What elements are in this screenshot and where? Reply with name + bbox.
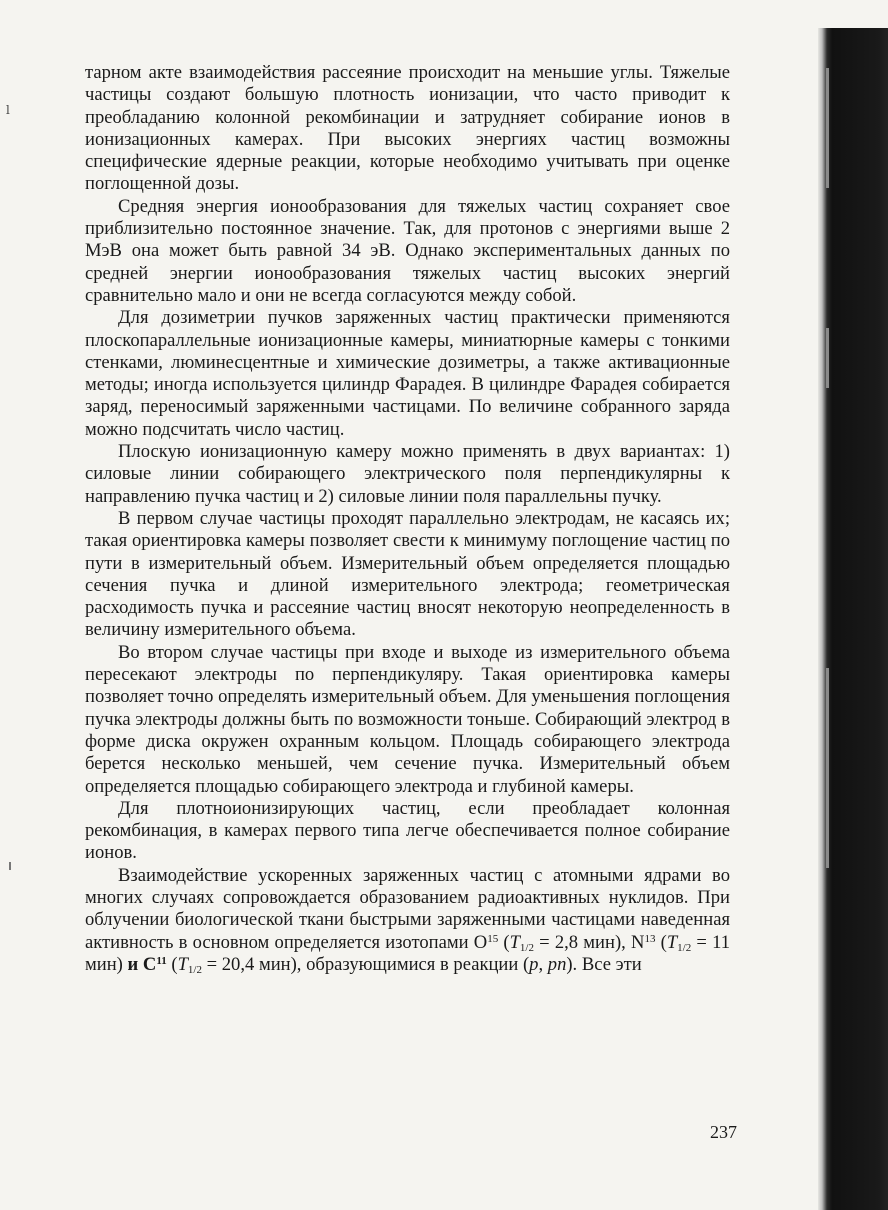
- isotope-n13: $N^{13}$: [631, 931, 656, 953]
- paragraph: Во втором случае частицы при входе и выходе из измерительного объема пересекают электроды по перпендикуляру. Такая ориентировка камеры позволяет точно определять измерительный объем. Для уменьшения поглощения пучка электроды должны быть по возможности тоньше. Собирающий электрод в форме диска окружен охранным кольцом. Площадь собирающего электрода берется несколько меньшей, чем сечение пучка. Измерительный объем определяется площадью собирающего электрода и глубиной камеры.: [85, 641, 731, 797]
- isotope-o15: $O^{15}$: [473, 931, 499, 953]
- page-number: 237: [710, 1122, 737, 1142]
- binding-streak: [826, 668, 829, 868]
- isotope-c11: и $C^{11}$: [127, 953, 167, 975]
- paragraph: Для плотноионизирующих частиц, если преобладает колонная рекомбинация, в камерах первого типа легче обеспечивается полное собирание ионов.: [85, 797, 730, 864]
- paragraph-isotopes: Взаимодействие ускоренных заряженных частиц с атомными ядрами во многих случаях сопровождается образованием радиоактивных нуклидов. При облучении биологической ткани быстрыми заряженными частицами наведенная активность в основном определяется изотопами $O^{15}$ ($T_{1/2} = 2,8$ мин), $N^{13}$ ($T_{1/2} = 11$ мин) и $C^{11}$ ($T_{1/2} = 20,4$ мин), образующимися в реакции (p, pn). Все эти: [85, 864, 731, 976]
- margin-tick: [9, 862, 11, 870]
- paragraph: В первом случае частицы проходят параллельно электродам, не касаясь их; такая ориентировка камеры позволяет свести к минимуму поглощение частиц по пути в измерительный объем. Измерительный объем определяется площадью сечения пучка и длиной измерительного электрода; геометрическая расходимость пучка и рассеяние частиц вносят некоторую неопределенность в величину измерительного объема.: [85, 507, 730, 641]
- isotopes-text-lead: Взаимодействие ускоренных заряженных частиц с атомными ядрами во многих случаях сопровождается образованием радиоактивных нуклидов. При облучении биологической ткани быстрыми заряженными частицами наведенная активность в основном определяется изотопами: [85, 864, 730, 953]
- paragraph: тарном акте взаимодействия рассеяние происходит на меньшие углы. Тяжелые частицы создают большую плотность ионизации, что часто приводит к преобладанию колонной рекомбинации и затрудняет собирание ионов в ионизационных камерах. При высоких энергиях частиц возможны специфические ядерные реакции, которые необходимо учитывать при оценке поглощенной дозы.: [85, 62, 730, 195]
- paragraph: Средняя энергия ионообразования для тяжелых частиц сохраняет свое приблизительно постоянное значение. Так, для протонов с энергиями выше 2 МэВ она может быть равной 34 эВ. Однако экспериментальных данных по средней энергии ионообразования тяжелых частиц высоких энергий сравнительно мало и они не всегда согласуются между собой.: [85, 195, 730, 306]
- paragraph: Для дозиметрии пучков заряженных частиц практически применяются плоскопараллельные ионизационные камеры, миниатюрные камеры с тонкими стенками, люминесцентные и химические дозиметры, а также активационные методы; иногда используется цилиндр Фарадея. В цилиндре Фарадея собирается заряд, переносимый заряженными частицами. По величине собранного заряда можно подсчитать число частиц.: [85, 307, 730, 440]
- margin-mark: ⅼ: [6, 103, 10, 117]
- book-binding-shadow: [818, 28, 888, 1210]
- paragraph: Плоскую ионизационную камеру можно применять в двух вариантах: 1) силовые линии собирающего электрического поля перпендикулярны к направлению пучка частиц и 2) силовые линии поля параллельны пучку.: [85, 441, 730, 507]
- binding-streak: [826, 328, 829, 388]
- body-text: [85, 62, 730, 976]
- binding-streak: [826, 68, 829, 188]
